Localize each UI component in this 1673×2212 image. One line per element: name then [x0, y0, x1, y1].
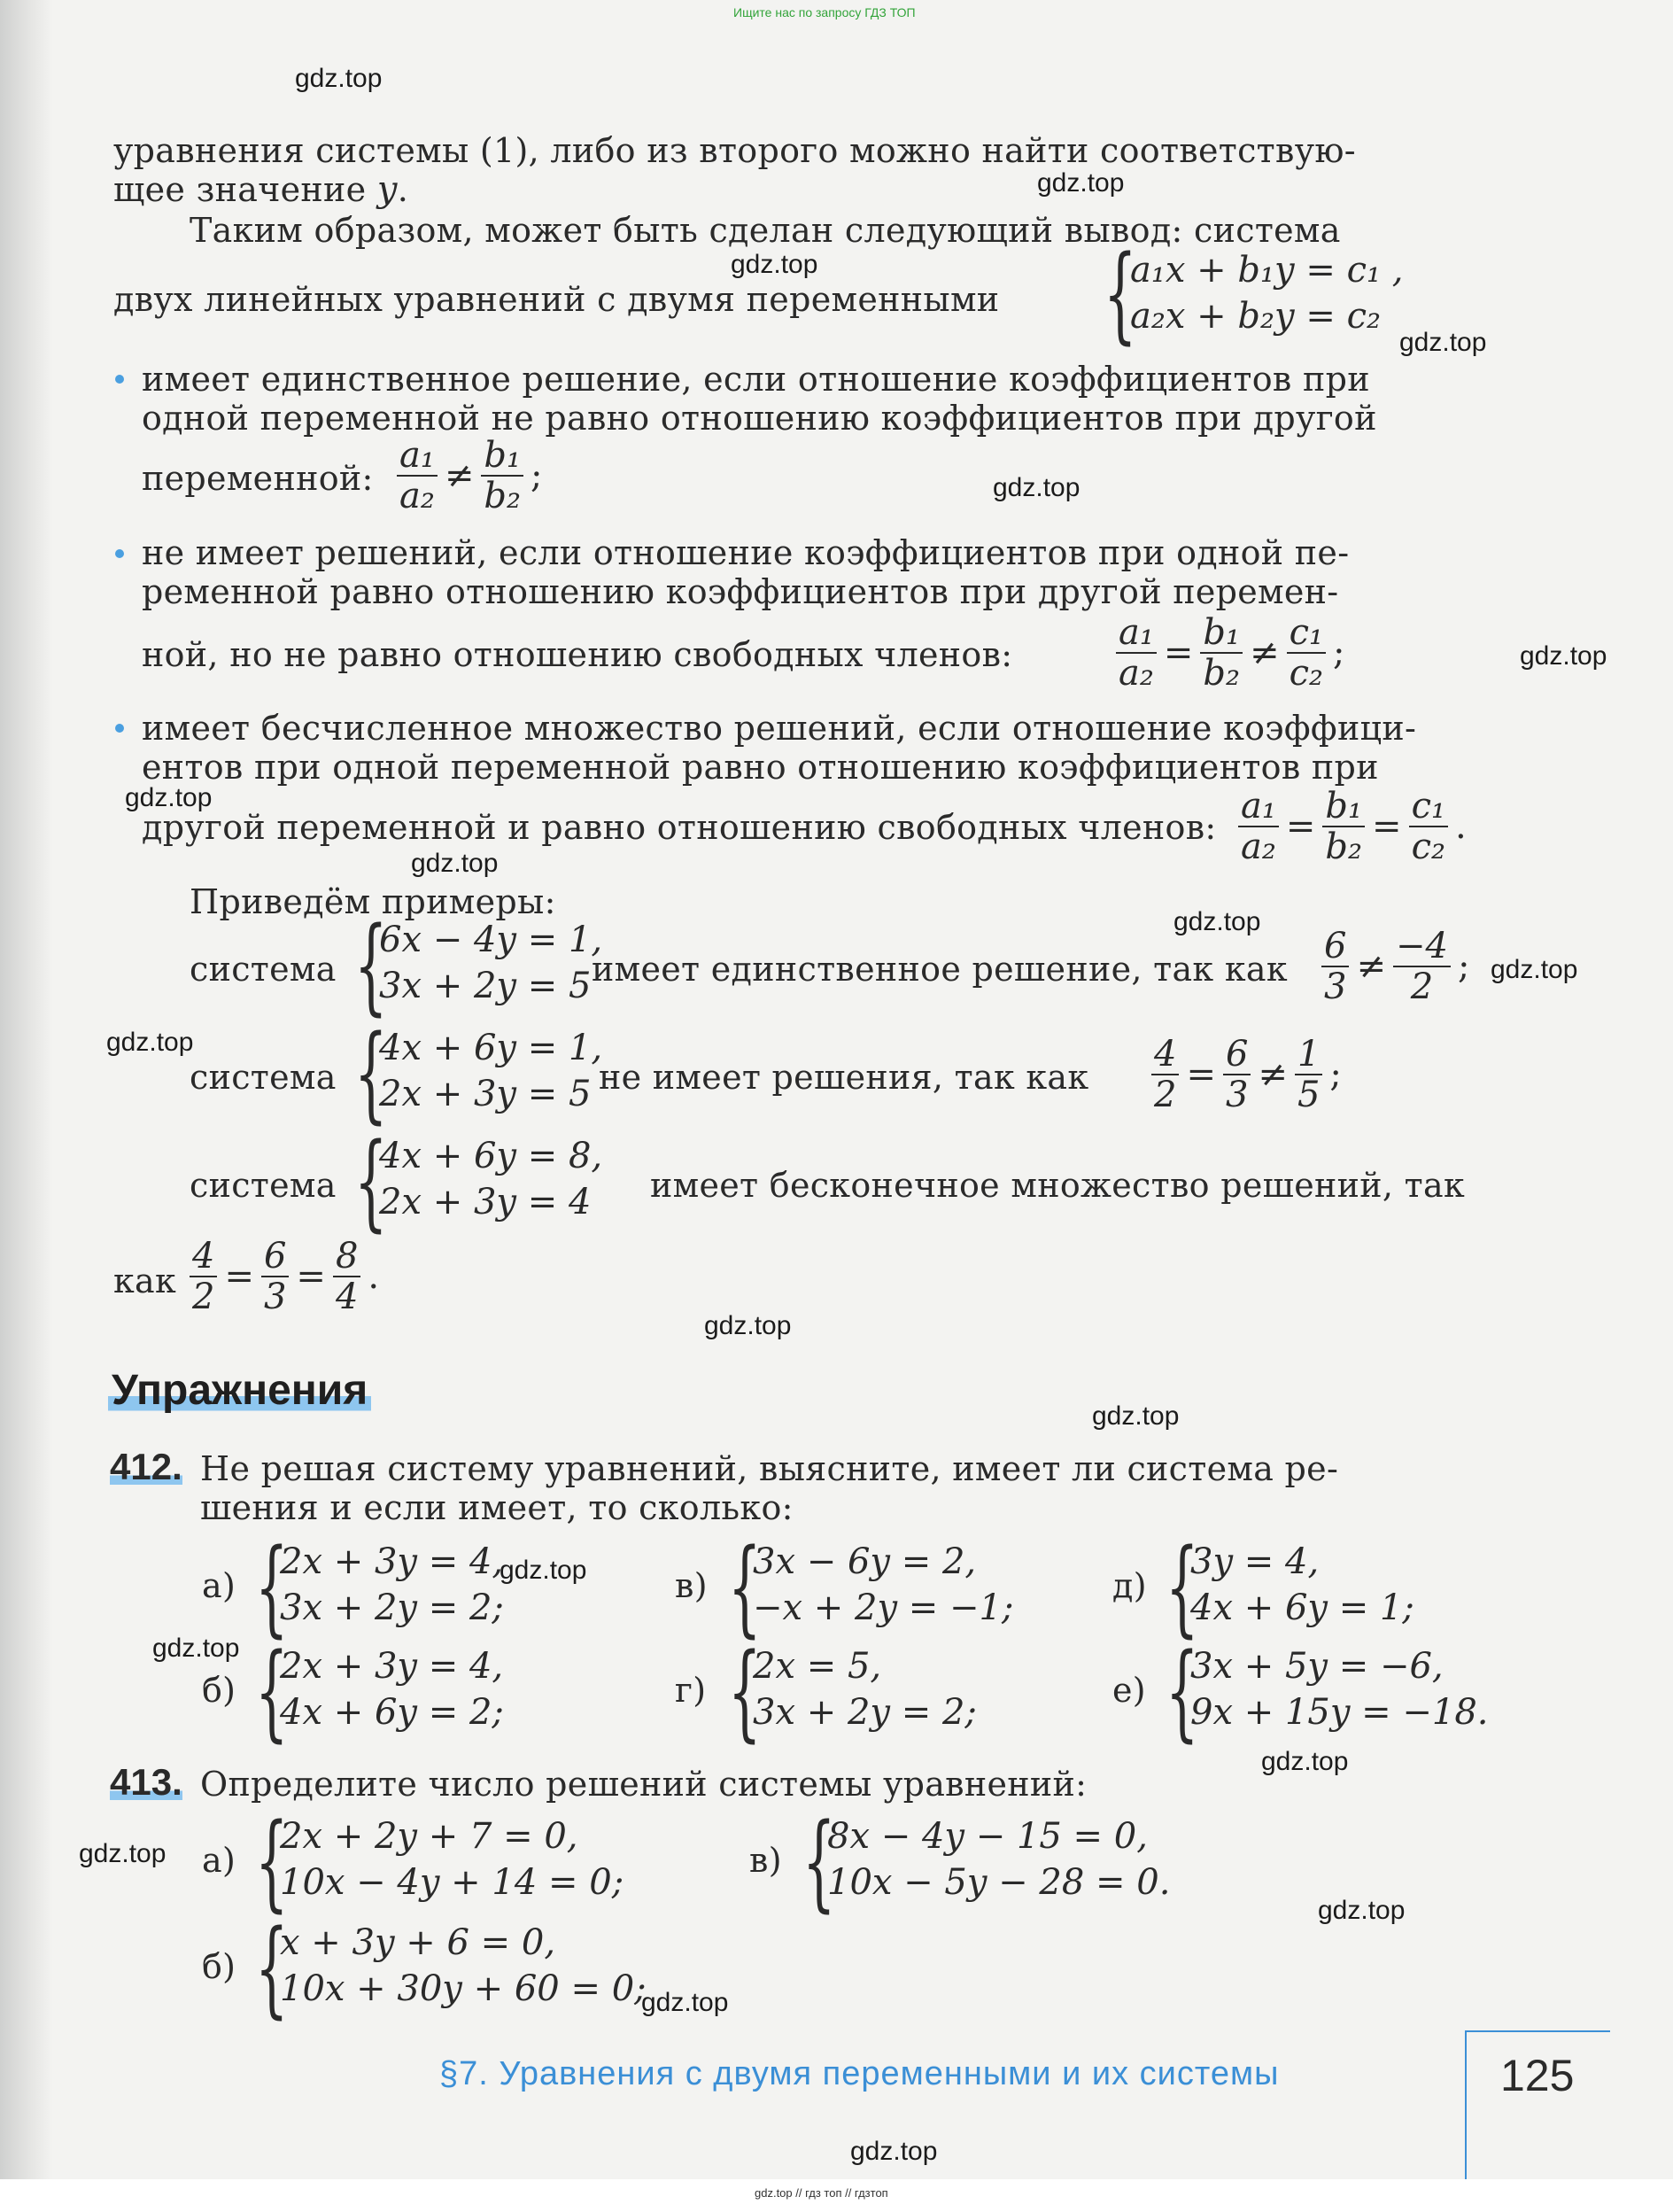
- exercise-number: 412.: [110, 1446, 182, 1487]
- system-equation: 10x − 5y − 28 = 0.: [827, 1862, 1171, 1903]
- math-variable: y: [376, 169, 398, 210]
- bullet-marker: [115, 375, 124, 384]
- examples-intro: Приведём примеры:: [190, 882, 556, 921]
- system-equation: a₁x + b₁y = c₁ ,: [1130, 250, 1404, 291]
- operator: =: [1186, 1054, 1216, 1095]
- paragraph-punct: .: [397, 170, 409, 209]
- example-word: система: [190, 1058, 337, 1097]
- item-label: г): [675, 1671, 707, 1710]
- bullet-line: ентов при одной переменной равно отношению коэффициентов при: [142, 748, 1379, 787]
- system-equation: 3x − 6y = 2,: [753, 1541, 977, 1582]
- watermark: gdz.top: [1399, 328, 1487, 357]
- system-brace: {: [354, 1120, 388, 1242]
- operator: =: [224, 1256, 254, 1297]
- system-brace: {: [255, 1630, 289, 1752]
- watermark: gdz.top: [1491, 955, 1578, 984]
- bullet-line: ременной равно отношению коэффициентов при другой перемен-: [142, 572, 1339, 611]
- example-text: имеет бесконечное множество решений, так: [650, 1166, 1466, 1205]
- system-equation: −x + 2y = −1;: [753, 1587, 1014, 1628]
- watermark: gdz.top: [1261, 1747, 1349, 1776]
- ratio-formula: [1151, 1035, 1342, 1114]
- fraction: $\frac{\text{a₁}}{\text{a₂}}$: [1238, 787, 1279, 866]
- system-brace: {: [255, 1906, 289, 2029]
- system-equation: 2x + 2y + 7 = 0,: [280, 1816, 578, 1857]
- watermark: gdz.top: [850, 2137, 938, 2166]
- example-text: не имеет решения, так как: [599, 1058, 1089, 1097]
- system-equation: 2x + 3y = 4: [379, 1182, 592, 1222]
- exercise-text: шения и если имеет, то сколько:: [200, 1488, 794, 1527]
- system-brace: {: [802, 1800, 836, 1922]
- watermark: gdz.top: [125, 783, 213, 812]
- system-equation: 9x + 15y = −18.: [1190, 1692, 1489, 1733]
- bottom-note: gdz.top // гдз топ // гдзтоп: [755, 2186, 888, 2200]
- bullet-line: имеет бесчисленное множество решений, если отношение коэффици-: [142, 709, 1417, 748]
- watermark: gdz.top: [1318, 1896, 1406, 1925]
- item-label: б): [202, 1671, 236, 1710]
- page-number-rule-left: [1465, 2030, 1467, 2179]
- fraction: $\frac{\text{b₁}}{\text{b₂}}$: [1200, 613, 1243, 693]
- system-brace: {: [1104, 232, 1137, 354]
- section-footer: §7. Уравнения с двумя переменными и их системы: [439, 2055, 1280, 2092]
- system-equation: 4x + 6y = 1,: [379, 1028, 603, 1068]
- example-text: как: [113, 1261, 177, 1300]
- operator: =: [296, 1256, 326, 1297]
- watermark: gdz.top: [1092, 1401, 1180, 1431]
- system-brace: {: [354, 904, 388, 1026]
- punct: .: [1455, 806, 1467, 847]
- watermark: gdz.top: [731, 250, 818, 279]
- ratio-formula: [1321, 927, 1469, 1006]
- system-equation: x + 3y + 6 = 0,: [280, 1922, 556, 1963]
- bullet-line: ной, но не равно отношению свободных членов:: [142, 635, 1013, 674]
- fraction: $\frac{\text{c₁}}{\text{c₂}}$: [1287, 613, 1326, 693]
- system-equation: 3y = 4,: [1190, 1541, 1320, 1582]
- page-number: 125: [1500, 2051, 1575, 2100]
- fraction: $\frac{\text{c₁}}{\text{c₂}}$: [1409, 787, 1448, 866]
- system-equation: 10x − 4y + 14 = 0;: [280, 1862, 624, 1903]
- system-equation: 2x + 3y = 4,: [280, 1541, 504, 1582]
- system-brace: {: [255, 1800, 289, 1922]
- system-brace: {: [354, 1012, 388, 1134]
- fraction: $\frac{4}{2}$: [1151, 1035, 1179, 1114]
- paragraph-line: Таким образом, может быть сделан следующий вывод: система: [190, 211, 1341, 250]
- system-equation: 8x − 4y − 15 = 0,: [827, 1816, 1148, 1857]
- system-brace: {: [728, 1630, 762, 1752]
- fraction: $\frac{6}{3}$: [1223, 1035, 1251, 1114]
- example-word: система: [190, 1166, 337, 1205]
- watermark: gdz.top: [79, 1839, 167, 1868]
- example-text: имеет единственное решение, так как: [592, 950, 1288, 989]
- system-brace: {: [728, 1525, 762, 1648]
- exercises-heading: Упражнения: [108, 1366, 371, 1415]
- fraction: $\frac{\text{a₁}}{\text{a₂}}$: [1116, 613, 1157, 693]
- top-search-note: Ищите нас по запросу ГДЗ ТОП: [733, 5, 916, 19]
- fraction: $\frac{1}{5}$: [1295, 1035, 1322, 1114]
- paragraph-line: уравнения системы (1), либо из второго можно найти соответствую-: [113, 131, 1356, 170]
- system-equation: 4x + 6y = 8,: [379, 1136, 603, 1176]
- system-equation: 6x − 4y = 1,: [379, 920, 603, 960]
- fraction: $\frac{8}{4}$: [333, 1237, 360, 1316]
- item-label: а): [202, 1841, 236, 1880]
- bullet-line: другой переменной и равно отношению свободных членов:: [142, 808, 1217, 847]
- watermark: gdz.top: [152, 1634, 240, 1663]
- fraction: $\frac{\text{a₁}}{\text{a₂}}$: [397, 436, 438, 516]
- system-brace: {: [255, 1525, 289, 1648]
- page-number-rule-top: [1465, 2030, 1610, 2032]
- book-spine-shadow: [0, 0, 53, 2188]
- exercise-text: Не решая систему уравнений, выясните, имеет ли система ре-: [200, 1449, 1339, 1488]
- punct: ;: [1329, 1054, 1342, 1095]
- watermark: gdz.top: [641, 1988, 729, 2017]
- paragraph-line: [113, 170, 408, 209]
- paragraph-text: щее значение: [113, 170, 377, 209]
- operator: =: [1285, 806, 1316, 847]
- item-label: в): [749, 1841, 782, 1880]
- watermark: gdz.top: [1037, 168, 1125, 198]
- watermark: gdz.top: [500, 1556, 587, 1585]
- punct: ;: [1333, 633, 1345, 673]
- system-equation: 3x + 2y = 2;: [753, 1692, 977, 1733]
- operator: ≠: [1250, 633, 1280, 673]
- example-word: система: [190, 950, 337, 989]
- fraction: $\frac{4}{2}$: [190, 1237, 217, 1316]
- operator: =: [1163, 633, 1194, 673]
- item-label: в): [675, 1566, 708, 1605]
- bullet-line: имеет единственное решение, если отношение коэффициентов при: [142, 360, 1370, 399]
- watermark: gdz.top: [1173, 907, 1261, 936]
- item-label: д): [1112, 1566, 1147, 1605]
- punct: .: [368, 1256, 380, 1297]
- watermark: gdz.top: [704, 1311, 792, 1340]
- system-equation: 3x + 2y = 5: [379, 966, 592, 1006]
- ratio-formula: [1116, 613, 1344, 693]
- system-equation: 2x + 3y = 4,: [280, 1646, 504, 1687]
- fraction: $\frac{6}{3}$: [261, 1237, 289, 1316]
- bullet-line: не имеет решений, если отношение коэффициентов при одной пе-: [142, 533, 1350, 572]
- bullet-line: одной переменной не равно отношению коэффициентов при другой: [142, 399, 1377, 438]
- system-equation: 10x + 30y + 60 = 0;: [280, 1968, 647, 2009]
- punct: ;: [1457, 946, 1470, 987]
- system-brace: {: [1166, 1630, 1199, 1752]
- watermark: gdz.top: [411, 849, 499, 878]
- operator: ≠: [1258, 1054, 1288, 1095]
- fraction: $\frac{\text{b₁}}{\text{b₂}}$: [1322, 787, 1365, 866]
- watermark: gdz.top: [295, 64, 383, 93]
- watermark: gdz.top: [106, 1028, 194, 1057]
- ratio-formula: [397, 436, 543, 516]
- system-equation: 3x + 2y = 2;: [280, 1587, 504, 1628]
- item-label: а): [202, 1566, 236, 1605]
- fraction: $\frac{\text{b₁}}{\text{b₂}}$: [481, 436, 523, 516]
- exercise-text: Определите число решений системы уравнений:: [200, 1765, 1088, 1804]
- operator: =: [1372, 806, 1402, 847]
- bullet-marker: [115, 724, 124, 733]
- fraction: $\frac{6}{3}$: [1321, 927, 1349, 1006]
- operator: ≠: [1356, 946, 1386, 987]
- item-label: е): [1112, 1671, 1146, 1710]
- system-brace: {: [1166, 1525, 1199, 1648]
- system-equation: a₂x + b₂y = c₂: [1130, 296, 1382, 337]
- system-equation: 4x + 6y = 2;: [280, 1692, 504, 1733]
- operator: ≠: [444, 455, 475, 496]
- paragraph-line: двух линейных уравнений с двумя переменными: [113, 280, 1000, 319]
- ratio-formula: [1238, 787, 1467, 866]
- watermark: gdz.top: [1520, 641, 1607, 671]
- bullet-marker: [115, 549, 124, 558]
- system-equation: 3x + 5y = −6,: [1190, 1646, 1444, 1687]
- watermark: gdz.top: [993, 473, 1080, 502]
- punct: ;: [531, 455, 543, 496]
- system-equation: 2x + 3y = 5: [379, 1074, 592, 1114]
- system-equation: 4x + 6y = 1;: [1190, 1587, 1414, 1628]
- exercise-number: 413.: [110, 1761, 182, 1803]
- system-equation: 2x = 5,: [753, 1646, 882, 1687]
- bullet-line: переменной:: [142, 459, 374, 498]
- ratio-formula: [190, 1237, 379, 1316]
- item-label: б): [202, 1947, 236, 1986]
- fraction: $\frac{-4}{2}$: [1393, 927, 1451, 1006]
